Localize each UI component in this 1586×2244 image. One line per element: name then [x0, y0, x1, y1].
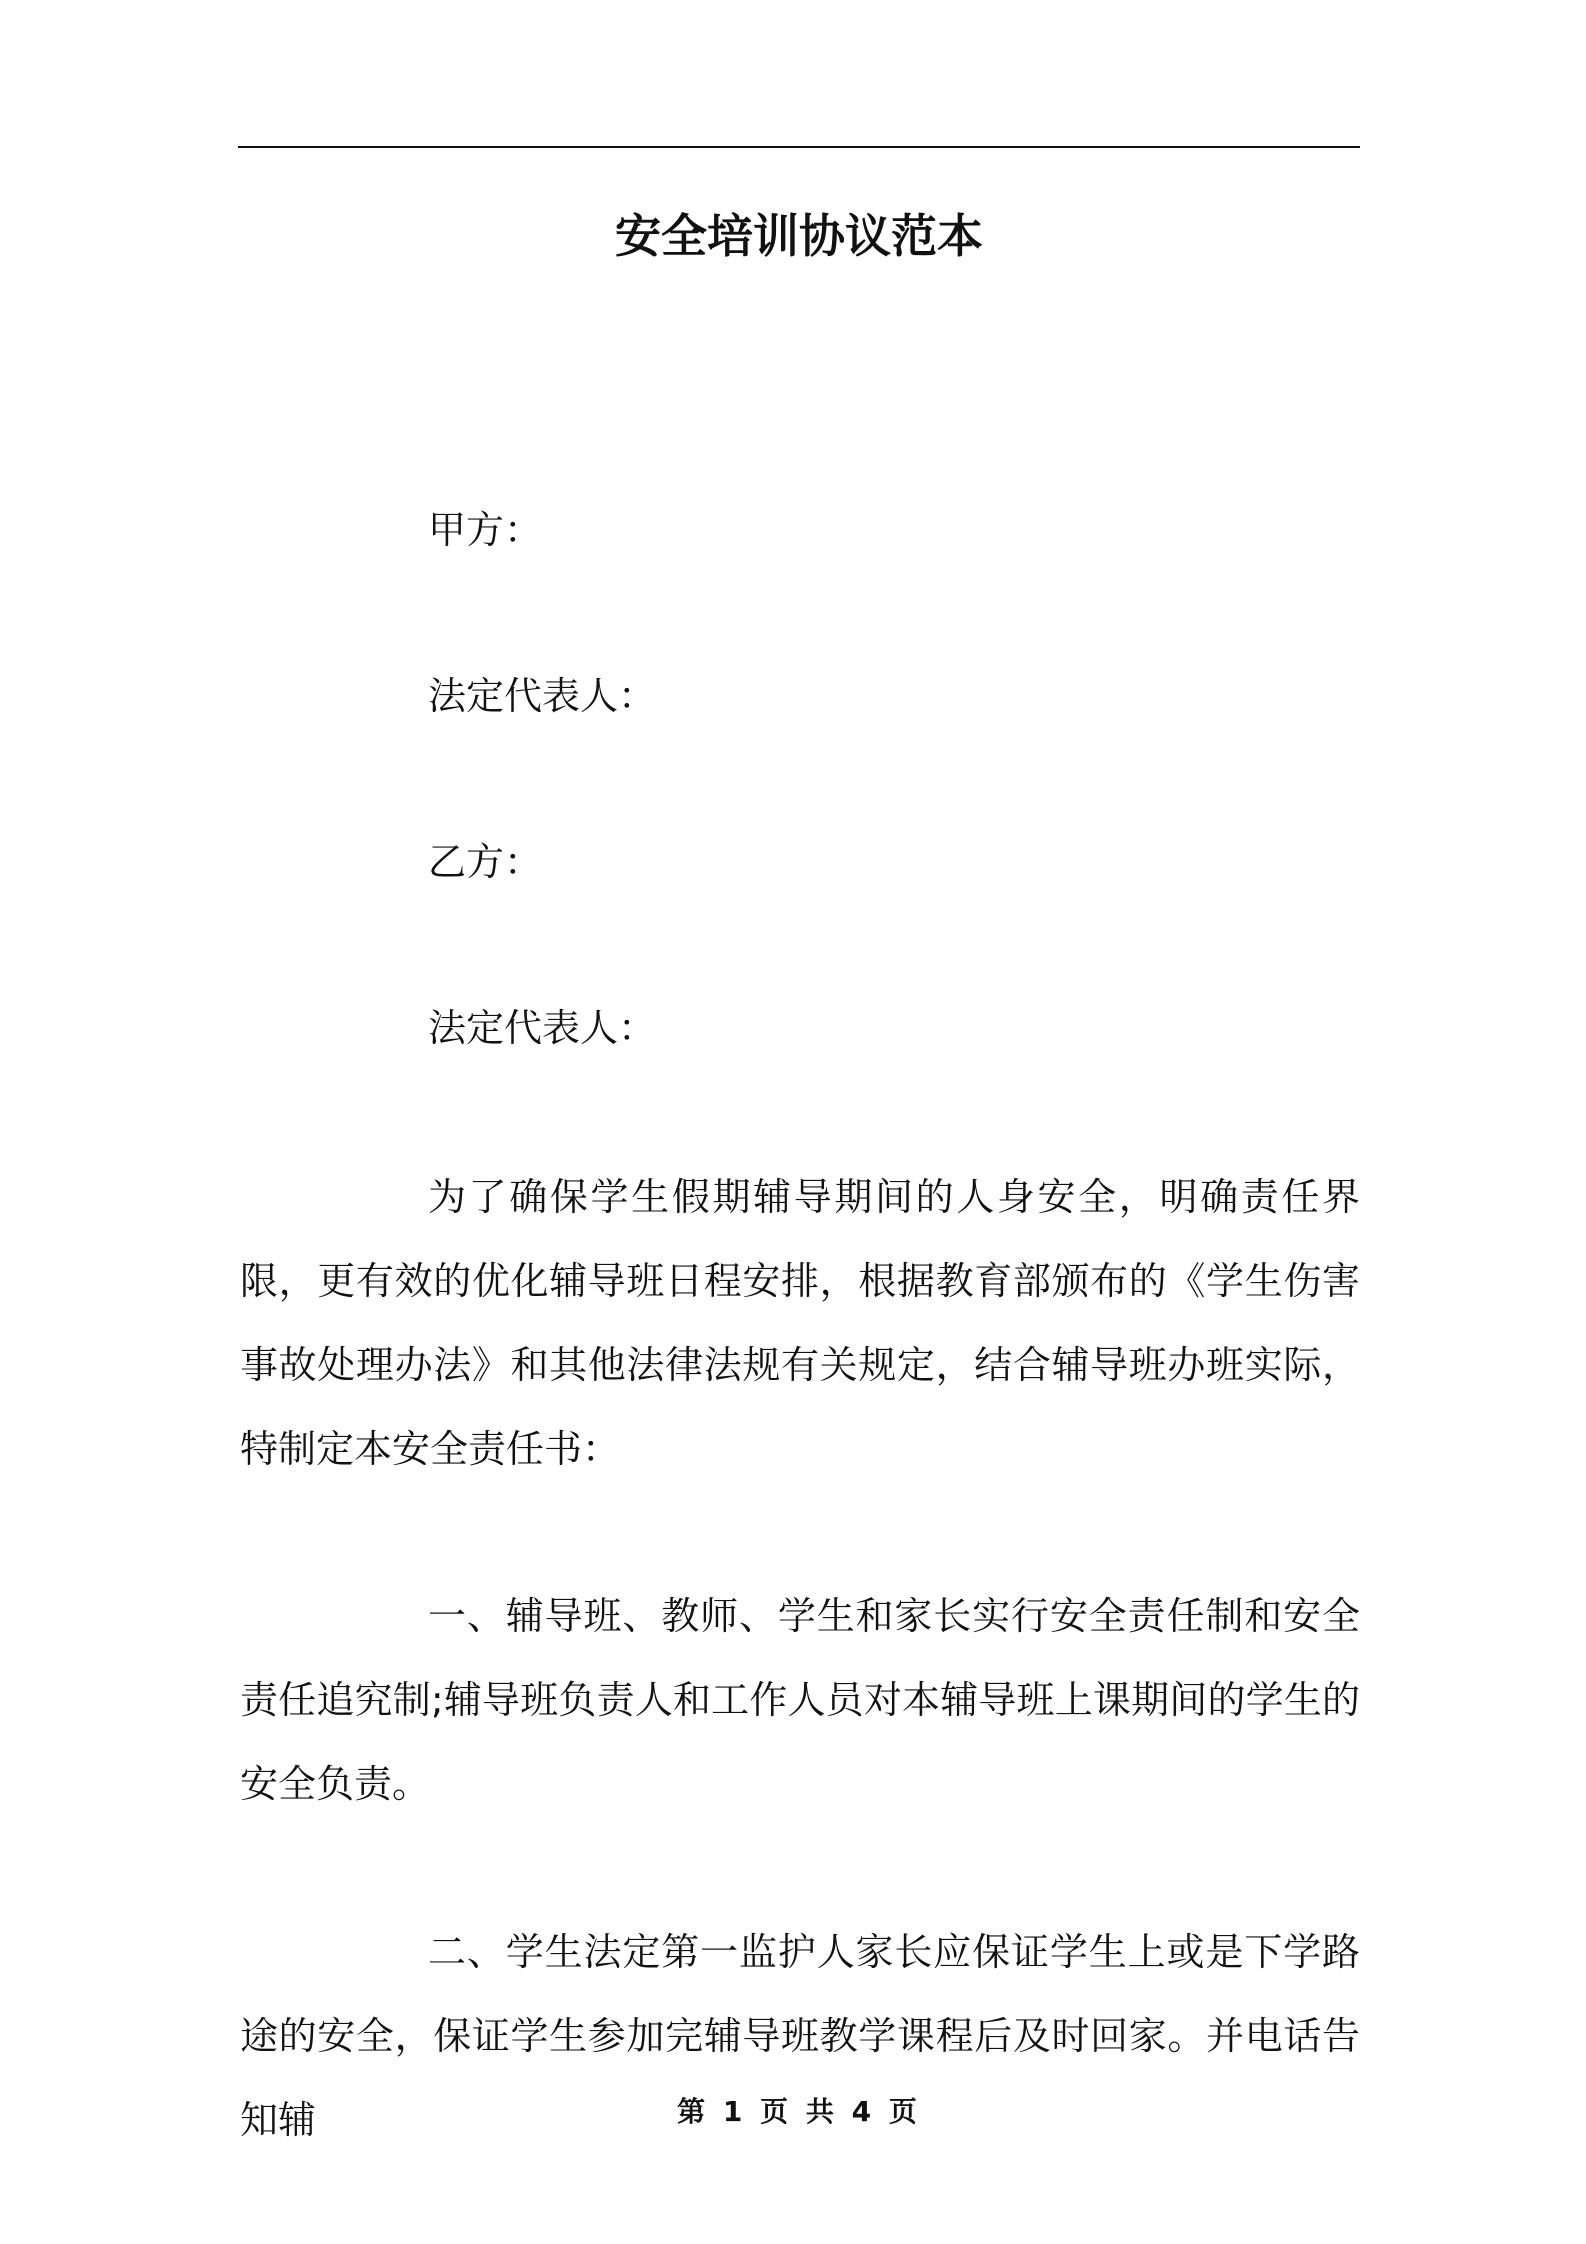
party-a-label: 甲方： [428, 508, 543, 552]
document-title: 安全培训协议范本 [615, 209, 983, 263]
page-number-footer: 第 1 页 共 4 页 [677, 2095, 921, 2128]
party-a-legal-representative-label: 法定代表人： [428, 674, 657, 718]
intro-paragraph: 为了确保学生假期辅导期间的人身安全，明确责任界限，更有效的优化辅导班日程安排，根据教育部颁布的《学生伤害事故处理办法》和其他法律法规有关规定，结合辅导班办班实际，特制定本安全责任书： [240, 1175, 1360, 1471]
party-b-label: 乙方： [428, 840, 543, 884]
header-rule [238, 146, 1360, 148]
clause-one-paragraph: 一、辅导班、教师、学生和家长实行安全责任制和安全责任追究制;辅导班负责人和工作人员对本辅导班上课期间的学生的安全负责。 [240, 1594, 1360, 1806]
party-b-legal-representative-label: 法定代表人： [428, 1006, 657, 1050]
clause-two-paragraph: 二、学生法定第一监护人家长应保证学生上或是下学路途的安全，保证学生参加完辅导班教学课程后及时回家。并电话告知辅 [240, 1930, 1360, 2142]
